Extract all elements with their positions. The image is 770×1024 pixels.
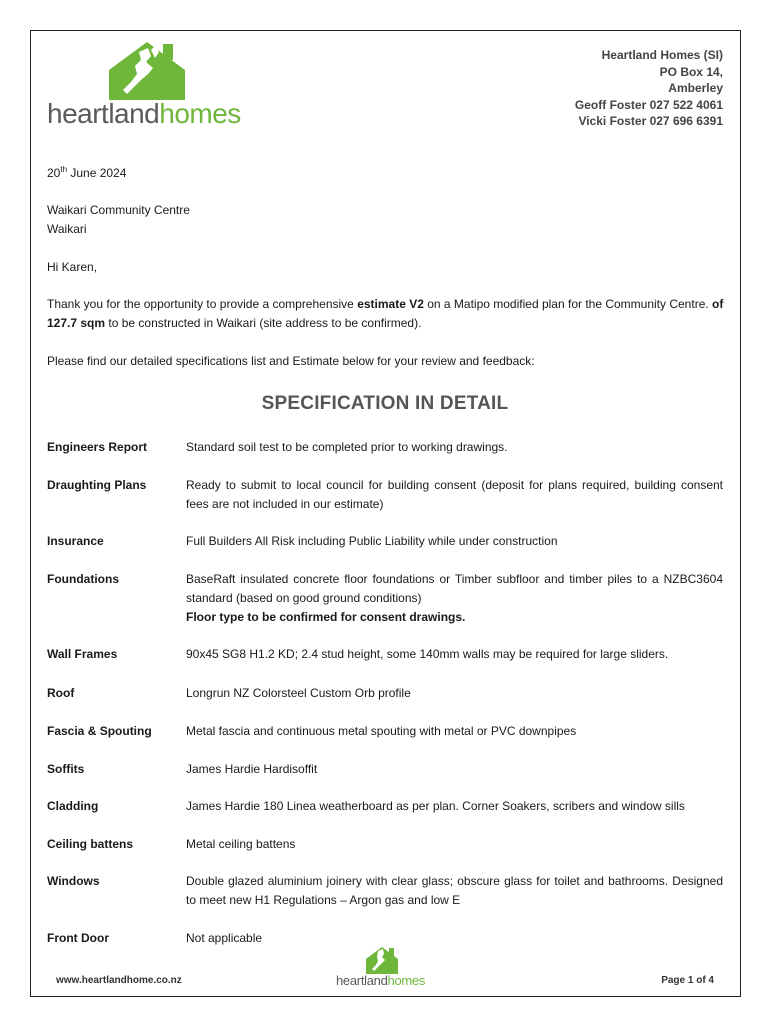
- spec-label: Wall Frames: [47, 647, 118, 661]
- date-rest: June 2024: [67, 166, 127, 180]
- spec-value: Ready to submit to local council for building consent (deposit for plans required, building consent fees are not included in our estimate): [186, 478, 723, 511]
- spec-label: Fascia & Spouting: [47, 724, 152, 738]
- spec-value: Standard soil test to be completed prior to working drawings.: [186, 440, 508, 454]
- greeting: Hi Karen,: [47, 260, 98, 274]
- logo-text-heartland: heartland: [47, 98, 160, 129]
- footer-logo: [336, 945, 436, 989]
- address-line: Heartland Homes (SI): [601, 48, 723, 62]
- spec-value: Full Builders All Risk including Public Liability while under construction: [186, 534, 558, 548]
- company-logo: [47, 40, 252, 130]
- spec-value: Double glazed aluminium joinery with clear glass; obscure glass for toilet and bathrooms. Designed to meet new H1 Regulations – Argon gas and low E: [186, 874, 723, 907]
- date-suffix: th: [60, 165, 68, 174]
- spec-heading: SPECIFICATION IN DETAIL: [261, 393, 509, 414]
- find-paragraph: Please find our detailed specifications list and Estimate below for your review and feedback:: [47, 354, 535, 368]
- spec-label: Insurance: [47, 534, 104, 548]
- intro-text: to be constructed in Waikari (site address to be confirmed).: [105, 316, 422, 330]
- address-line: Vicki Foster 027 696 6391: [578, 114, 723, 128]
- house-nz-icon: [336, 945, 436, 975]
- footer-logo-wordmark: [336, 973, 425, 988]
- company-address: [575, 47, 723, 130]
- spec-label: Soffits: [47, 762, 85, 776]
- recipient-line: Waikari: [47, 222, 87, 236]
- logo-text-homes: homes: [159, 98, 241, 129]
- spec-value-group: [186, 570, 723, 627]
- recipient-line: Waikari Community Centre: [47, 203, 190, 217]
- spec-label: Foundations: [47, 572, 119, 586]
- address-line: Amberley: [668, 81, 723, 95]
- spec-value: Metal fascia and continuous metal spouting with metal or PVC downpipes: [186, 724, 577, 738]
- spec-label: Front Door: [47, 931, 109, 945]
- date-day: 20: [47, 166, 61, 180]
- spec-value-bold: Floor type to be confirmed for consent drawings.: [186, 610, 466, 624]
- spec-label: Engineers Report: [47, 440, 148, 454]
- spec-value: 90x45 SG8 H1.2 KD; 2.4 stud height, some 140mm walls may be required for large sliders.: [186, 647, 669, 661]
- footer-logo-text-homes: homes: [387, 973, 426, 988]
- spec-value: Longrun NZ Colorsteel Custom Orb profile: [186, 686, 411, 700]
- spec-label: Draughting Plans: [47, 478, 147, 492]
- spec-value: Metal ceiling battens: [186, 837, 296, 851]
- intro-text: on a Matipo modified plan for the Community Centre.: [423, 297, 713, 311]
- house-nz-icon: [47, 40, 252, 102]
- intro-bold-area: of 127.7 sqm: [47, 297, 724, 330]
- intro-bold-estimate: estimate V2: [357, 297, 424, 311]
- logo-wordmark: [47, 98, 241, 130]
- page-number: Page 1 of 4: [661, 975, 714, 986]
- footer-website: www.heartlandhome.co.nz: [56, 975, 182, 986]
- recipient-address: [47, 201, 190, 239]
- spec-label: Windows: [47, 874, 100, 888]
- spec-value: BaseRaft insulated concrete floor foundations or Timber subfloor and timber piles to a NZBC3604 standard (based on good ground conditions): [186, 572, 723, 605]
- spec-label: Cladding: [47, 799, 99, 813]
- spec-value: James Hardie 180 Linea weatherboard as per plan. Corner Soakers, scribers and window sills: [186, 799, 685, 813]
- intro-text: Thank you for the opportunity to provide a comprehensive: [47, 297, 358, 311]
- address-line: PO Box 14,: [659, 64, 723, 79]
- footer-logo-text-heartland: heartland: [336, 973, 388, 988]
- letter-date: [47, 164, 126, 183]
- spec-label: Ceiling battens: [47, 837, 134, 851]
- address-line: Geoff Foster 027 522 4061: [574, 97, 723, 112]
- spec-label: Roof: [47, 686, 75, 700]
- spec-value: James Hardie Hardisoffit: [186, 762, 318, 776]
- intro-paragraph: [47, 295, 727, 333]
- spec-value: Not applicable: [186, 931, 263, 945]
